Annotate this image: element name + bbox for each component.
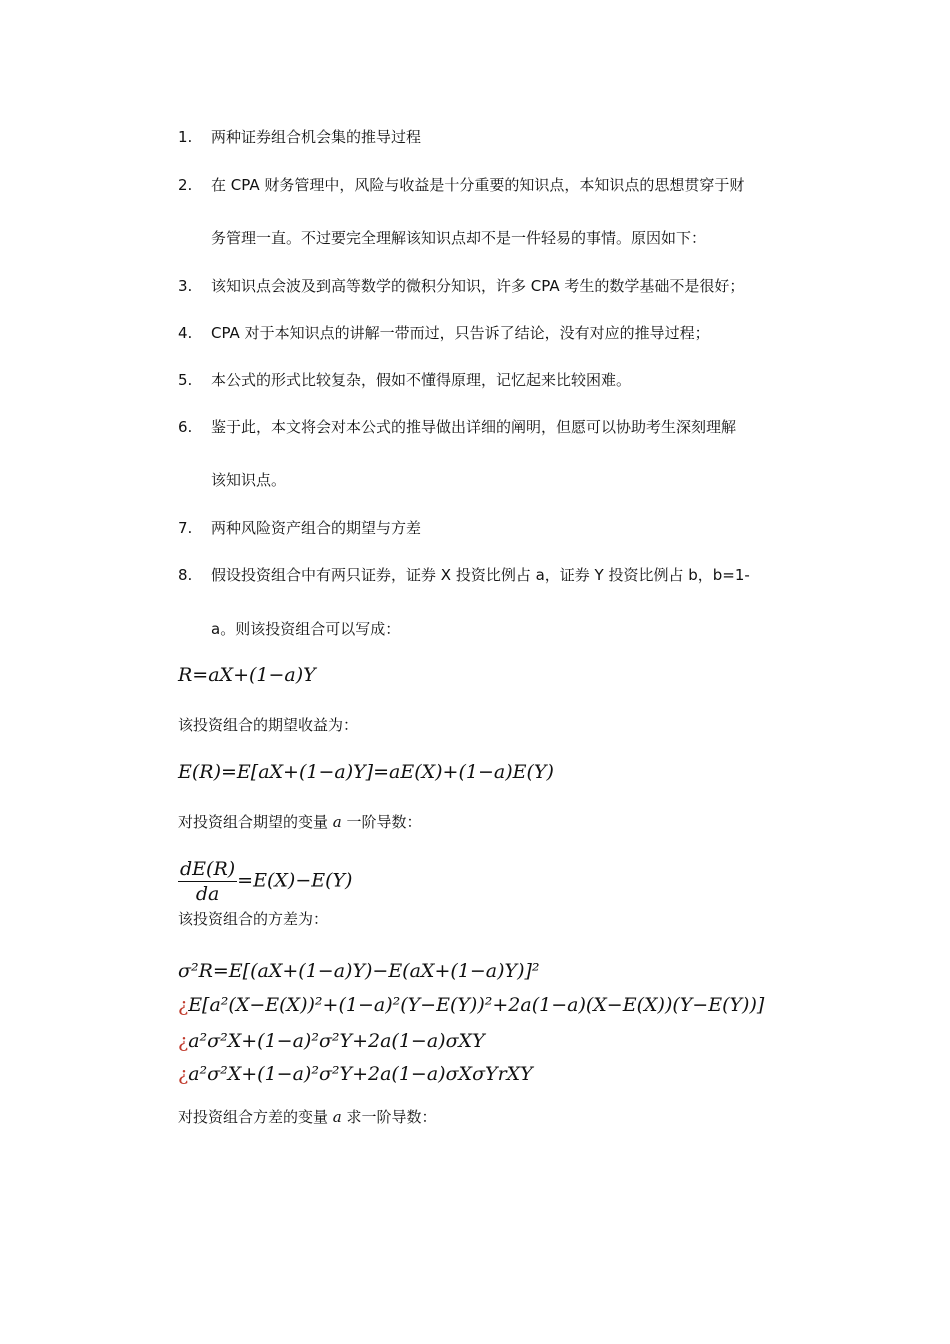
math-variable: a [332, 813, 342, 831]
paragraph-variance-intro: 该投资组合的方差为： [178, 910, 329, 928]
list-number: 8. [178, 566, 193, 584]
list-number: 3. [178, 277, 193, 295]
list-number: 2. [178, 176, 193, 194]
math-variable: a [332, 1108, 342, 1126]
list-continuation: 该知识点。 [211, 471, 287, 489]
list-text: 该知识点会波及到高等数学的微积分知识，许多 CPA 考生的数学基础不是很好； [211, 277, 745, 295]
equation-expected-return: E(R)=E[aX+(1−a)Y]=aE(X)+(1−a)E(Y) [178, 761, 554, 783]
fraction-numerator: dE(R) [180, 858, 236, 880]
equation-text: σ²R=E[(aX+(1−a)Y)−E(aX+(1−a)Y)]² [178, 960, 540, 982]
equation-text: a²σ²X+(1−a)²σ²Y+2a(1−a)σXY [188, 1030, 485, 1052]
equation-rhs: =E(X)−E(Y) [237, 869, 353, 892]
inverted-question-mark: ¿ [178, 1063, 189, 1085]
inverted-question-mark: ¿ [178, 994, 189, 1016]
equation-text: a²σ²X+(1−a)²σ²Y+2a(1−a)σXσYrXY [188, 1063, 533, 1085]
list-number: 6. [178, 418, 193, 436]
list-number: 7. [178, 519, 193, 537]
equation-variance-line-4 [178, 1063, 533, 1085]
equation-variance-line-1 [178, 960, 540, 982]
list-text: 本公式的形式比较复杂，假如不懂得原理，记忆起来比较困难。 [211, 371, 632, 389]
list-text: CPA 对于本知识点的讲解一带而过，只告诉了结论，没有对应的推导过程； [211, 324, 710, 342]
paragraph-text: 求一阶导数： [346, 1108, 437, 1126]
paragraph-text: 对投资组合期望的变量 [178, 813, 329, 831]
paragraph-derivative-intro [178, 815, 422, 830]
list-text: 两种风险资产组合的期望与方差 [211, 519, 422, 537]
paragraph-expected-return: 该投资组合的期望收益为： [178, 716, 359, 734]
list-continuation: 务管理一直。不过要完全理解该知识点却不是一件轻易的事情。原因如下： [211, 229, 707, 247]
fraction [178, 858, 237, 905]
paragraph-text: 一阶导数： [346, 813, 422, 831]
list-number: 1. [178, 128, 193, 146]
equation-text: E[a²(X−E(X))²+(1−a)²(Y−E(Y))²+2a(1−a)(X−E(X))(Y−E(Y))] [188, 994, 765, 1016]
list-text: 两种证券组合机会集的推导过程 [211, 128, 422, 146]
list-continuation: a。则该投资组合可以写成： [211, 620, 401, 638]
paragraph-variance-derivative [178, 1110, 437, 1125]
list-number: 5. [178, 371, 193, 389]
list-text: 假设投资组合中有两只证券，证券 X 投资比例占 a，证券 Y 投资比例占 b，b=1- [211, 566, 750, 584]
equation-variance-line-2 [178, 994, 764, 1016]
equation-derivative [178, 858, 352, 905]
list-number: 4. [178, 324, 193, 342]
equation-portfolio: R=aX+(1−a)Y [178, 664, 316, 686]
list-text: 在 CPA 财务管理中，风险与收益是十分重要的知识点，本知识点的思想贯穿于财 [211, 176, 745, 194]
fraction-denominator: da [195, 883, 220, 905]
inverted-question-mark: ¿ [178, 1030, 189, 1052]
equation-variance-line-3 [178, 1030, 485, 1052]
list-text: 鉴于此，本文将会对本公式的推导做出详细的阐明，但愿可以协助考生深刻理解 [211, 418, 737, 436]
paragraph-text: 对投资组合方差的变量 [178, 1108, 329, 1126]
